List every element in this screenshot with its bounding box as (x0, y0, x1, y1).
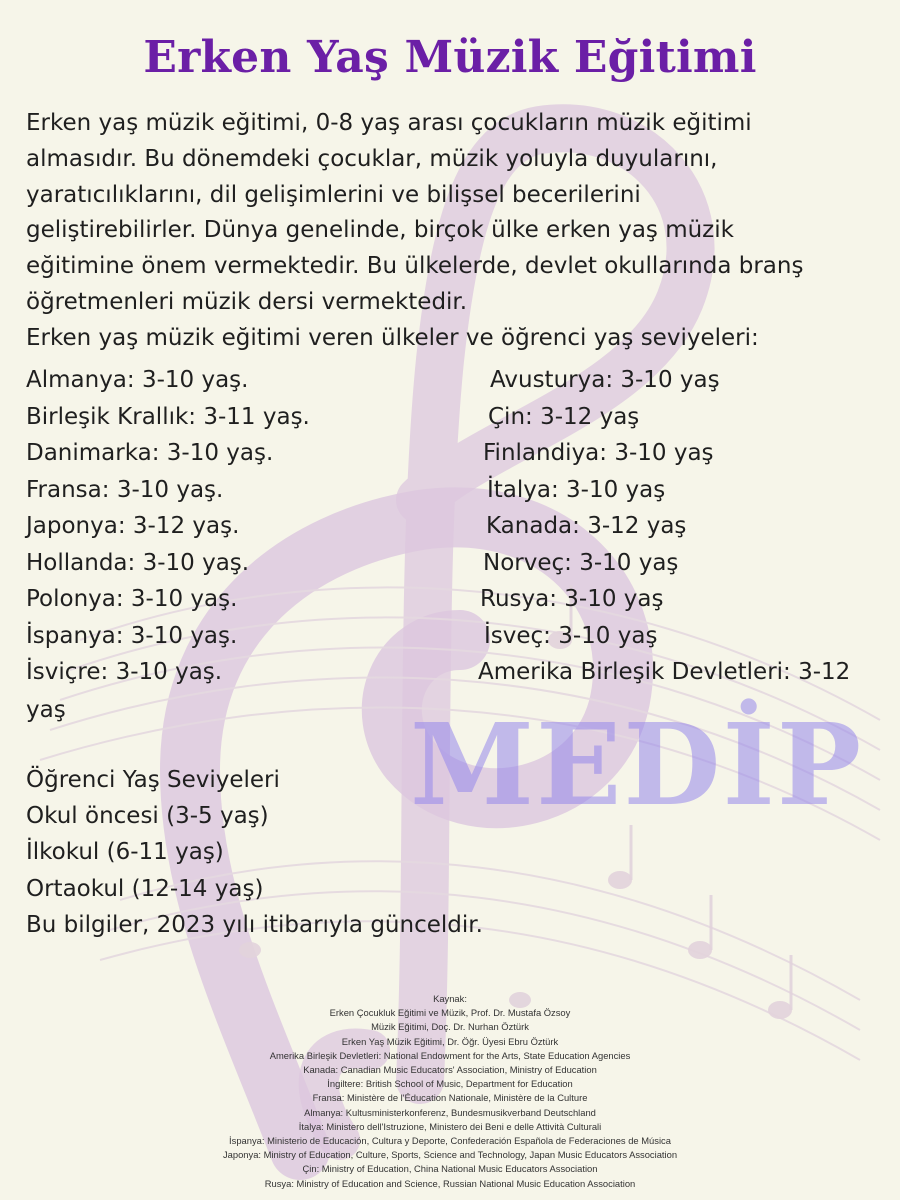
intro-line: eğitimine önem vermektedir. Bu ülkelerde, devlet okullarında branş (26, 253, 804, 280)
watermark: MEDİP (410, 700, 864, 831)
countries-heading: Erken yaş müzik eğitimi veren ülkeler ve öğrenci yaş seviyeleri: (26, 324, 759, 351)
level-item: Ortaokul (12-14 yaş) (26, 875, 264, 902)
source-item: Erken Yaş Müzik Eğitimi, Dr. Öğr. Üyesi Ebru Öztürk (341, 1035, 559, 1047)
source-item: Fransa: Ministère de l'Éducation Nationale, Ministère de la Culture (312, 1092, 588, 1104)
country-item: Danimarka: 3-10 yaş. (26, 440, 274, 466)
country-item: Kanada: 3-12 yaş (486, 513, 687, 539)
source-item: Almanya: Kultusministerkonferenz, Bundesmusikverband Deutschland (304, 1106, 596, 1118)
country-item: Norveç: 3-10 yaş (483, 549, 679, 576)
country-item: İsviçre: 3-10 yaş. (26, 659, 223, 685)
country-item: Fransa: 3-10 yaş. (26, 476, 224, 503)
page-title: Erken Yaş Müzik Eğitimi (143, 32, 757, 83)
country-item: Rusya: 3-10 yaş (480, 586, 664, 612)
source-item: İtalya: Ministero dell'Istruzione, Ministero dei Beni e delle Attività Culturali (298, 1120, 602, 1132)
intro-line: almasıdır. Bu dönemdeki çocuklar, müzik yoluyla duyularını, (26, 145, 718, 172)
sources-list (0, 992, 900, 1191)
country-item-wrap: yaş (26, 697, 66, 723)
country-item: İsveç: 3-10 yaş (484, 622, 658, 649)
intro-line: yaratıcılıklarını, dil gelişimlerini ve bilişsel becerilerini (26, 181, 641, 208)
source-item: Erken Çocukluk Eğitimi ve Müzik, Prof. Dr. Mustafa Özsoy (329, 1007, 571, 1019)
country-item: İspanya: 3-10 yaş. (26, 622, 238, 649)
level-item: Okul öncesi (3-5 yaş) (26, 803, 269, 830)
country-item: Almanya: 3-10 yaş. (26, 367, 249, 393)
intro-line: Erken yaş müzik eğitimi, 0-8 yaş arası çocukların müzik eğitimi (26, 110, 752, 136)
source-item: Kanada: Canadian Music Educators' Association, Ministry of Education (303, 1064, 597, 1076)
country-item: Amerika Birleşik Devletleri: 3-12 (478, 659, 851, 685)
currency-note: Bu bilgiler, 2023 yılı itibarıyla günceldir. (26, 911, 483, 938)
intro-line: geliştirebilirler. Dünya genelinde, birçok ülke erken yaş müzik (26, 217, 734, 244)
country-item: Birleşik Krallık: 3-11 yaş. (26, 403, 310, 430)
source-item: Rusya: Ministry of Education and Science, Russian National Music Education Association (264, 1177, 636, 1189)
country-item: Çin: 3-12 yaş (488, 403, 640, 430)
country-item: İtalya: 3-10 yaş (487, 476, 666, 503)
source-item: Müzik Eğitimi, Doç. Dr. Nurhan Öztürk (371, 1021, 529, 1033)
source-item: Çin: Ministry of Education, China National Music Educators Association (302, 1163, 598, 1175)
source-item: İngiltere: British School of Music, Department for Education (327, 1078, 573, 1090)
country-item: Polonya: 3-10 yaş. (26, 586, 238, 612)
country-item: Hollanda: 3-10 yaş. (26, 549, 250, 576)
age-levels-section (26, 762, 626, 943)
country-item: Avusturya: 3-10 yaş (490, 367, 720, 393)
source-item: Japonya: Ministry of Education, Culture, Sports, Science and Technology, Japan Music Educators Association (222, 1149, 678, 1161)
sources-heading: Kaynak: (433, 993, 467, 1004)
intro-paragraph (26, 106, 876, 357)
country-item: Finlandiya: 3-10 yaş (483, 440, 714, 466)
source-item: Amerika Birleşik Devletleri: National Endowment for the Arts, State Education Agencies (269, 1049, 631, 1061)
source-item: İspanya: Ministerio de Educación, Cultura y Deporte, Confederación Española de Federaciones de Música (229, 1135, 671, 1147)
level-item: İlkokul (6-11 yaş) (26, 839, 224, 866)
intro-line: öğretmenleri müzik dersi vermektedir. (26, 288, 468, 315)
levels-heading: Öğrenci Yaş Seviyeleri (26, 767, 280, 793)
country-item: Japonya: 3-12 yaş. (26, 513, 240, 539)
